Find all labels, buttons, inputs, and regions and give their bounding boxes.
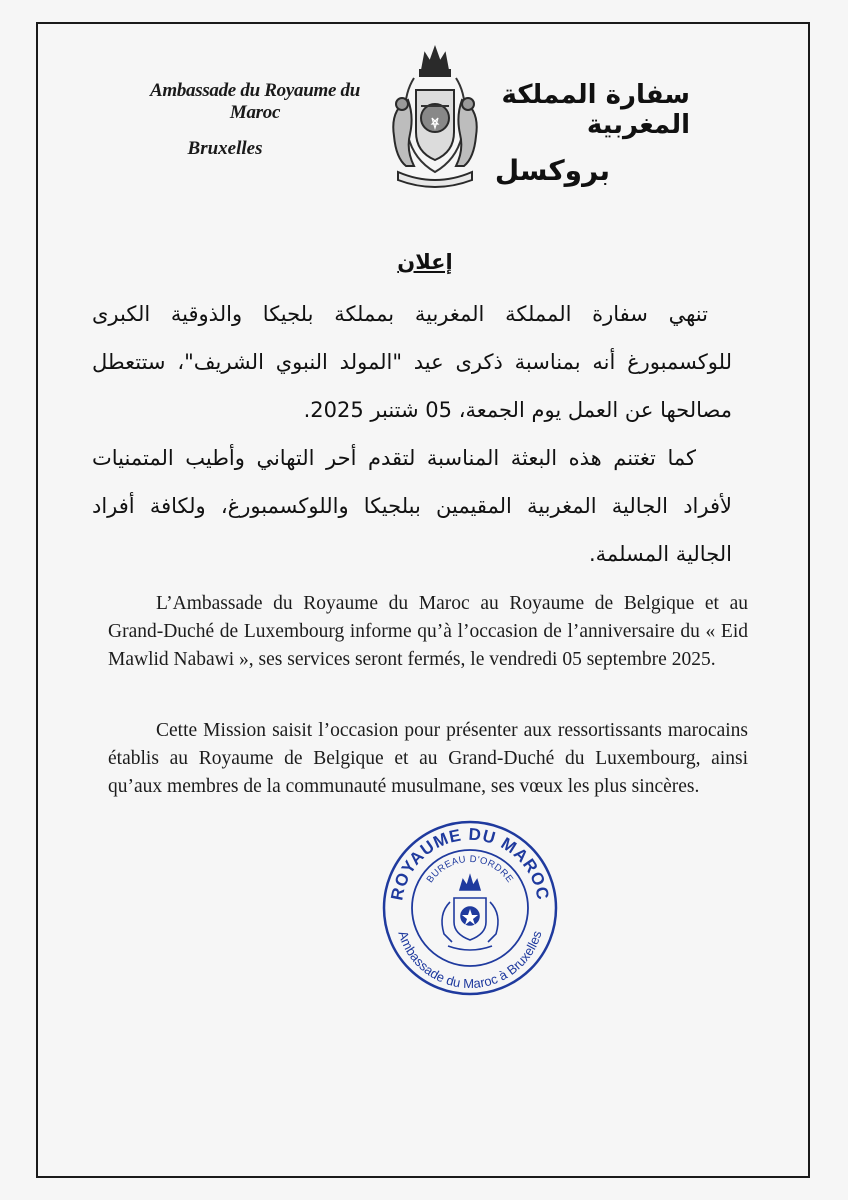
stamp-inner-top: BUREAU D'ORDRE — [424, 853, 516, 886]
announcement-heading: إعلان — [397, 250, 453, 274]
stamp-outer-top: ROYAUME DU MAROC — [387, 824, 553, 902]
stamp-crest-icon — [442, 876, 498, 950]
header-french — [140, 80, 370, 160]
arabic-paragraph-2: كما تغتنم هذه البعثة المناسبة لتقدم أحر التهاني وأطيب المتمنيات لأفراد الجالية المغربية المقيمين ببلجيكا واللوكسمبورغ، ولكافة أفراد الجالية المسلمة. — [92, 446, 732, 566]
french-paragraph-2: Cette Mission saisit l’occasion pour présenter aux ressortissants marocains établis au Royaume de Belgique et au Grand-Duché du Luxembourg, ainsi qu’aux membres de la communauté musulmane, ses vœux les plus sincères. — [108, 720, 748, 797]
header-french-line1: Ambassade du Royaume du Maroc — [149, 80, 361, 123]
arabic-paragraph-1: تنهي سفارة المملكة المغربية بمملكة بلجيكا والذوقية الكبرى للوكسمبورغ أنه بمناسبة ذكرى عيد "المولد النبوي الشريف"، ستتعطل مصالحها عن العمل يوم الجمعة، 05 شتنبر 2025. — [92, 302, 732, 422]
moroccan-coat-of-arms-icon — [380, 40, 490, 190]
header-arabic-line1: سفارة المملكة المغربية — [501, 80, 690, 140]
header-arabic — [480, 80, 690, 187]
french-paragraph-1: L’Ambassade du Royaume du Maroc au Royaume de Belgique et au Grand-Duché de Luxembourg informe qu’à l’occasion de l’anniversaire du « Eid Mawlid Nabawi », ses services seront fermés, le vendredi 05 septembre 2025. — [108, 593, 748, 670]
header-french-line2: Bruxelles — [187, 138, 263, 159]
stamp-outer-bottom: Ambassade du Maroc à Bruxelles — [395, 928, 545, 992]
header-arabic-line2: بروكسل — [494, 154, 610, 187]
embassy-stamp — [380, 818, 560, 998]
